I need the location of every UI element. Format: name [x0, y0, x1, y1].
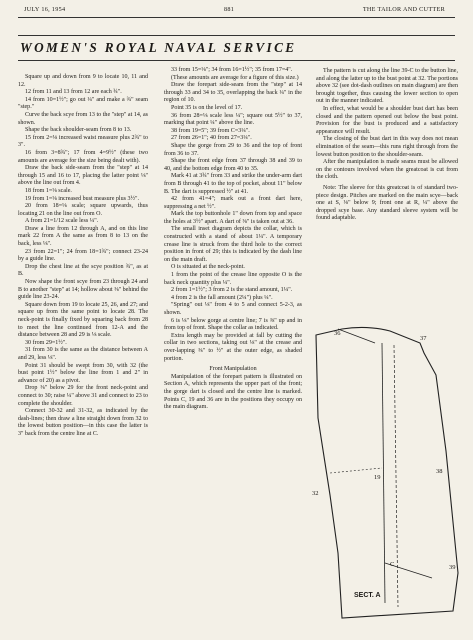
diagram-label-32: 32 [312, 490, 319, 497]
paragraph: Drop the chest line at the scye position ¾", as at B. [18, 263, 148, 278]
diagram-label-39: 39 [449, 564, 456, 571]
paragraph: Shape the front edge from 37 through 38 and 39 to 40, and the bottom edge from 40 to 35. [164, 158, 302, 172]
diagram-label-38: 38 [436, 468, 443, 475]
section-heading: Front Manipulation [209, 366, 257, 373]
paragraph: The small inset diagram depicts the collar, which is constructed with a stand of about 1¼". A temporary crease line is struck from the third hole to the correct position in front of 29; this is indicated by the dash line on the main draft. [164, 226, 302, 263]
paragraph: Square up and down from 9 to locate 10, 11 and 12. [18, 74, 148, 88]
title-rule-top [18, 35, 455, 36]
diagram-label-37: 37 [420, 335, 427, 342]
paragraph: 20 from 18=⅛ scale; square upwards, thus locating 21 on the line out from O. [18, 203, 148, 217]
paragraph: In effect, what would be a shoulder bust dart has been closed and the pattern opened out below the bust point. Provision for the bust is produced and a satisfactory appearance will result. [316, 105, 458, 135]
paragraph: 36 from 28=⅛ scale less ¼"; square out 5½" to 37, marking that point ¼" above the line. [164, 112, 302, 127]
diagram-label-19: 19 [374, 474, 381, 481]
paragraph: Drop ⅜" below 29 for the front neck-point and connect to 30; raise ¼" above 31 and connect to 23 to complete the shoulder. [18, 385, 148, 407]
paragraph: A from 21=1/12 scale less ¼". [25, 218, 99, 225]
section-a-diagram [312, 323, 467, 626]
column-3 [316, 68, 458, 223]
header-rule [18, 17, 455, 18]
paragraph: 15 from 2=⅛ increased waist measure plus 2¾" to 3". [18, 134, 148, 149]
paragraph: O is situated at the neck-point. [171, 264, 245, 271]
paragraph: Point 35 is on the level of 17. [171, 104, 243, 111]
paragraph: Mark the top buttonhole 1" down from top and space the holes at 3½" apart. A dart of ⅜" is taken out at 36. [164, 211, 302, 225]
paragraph: Draw a line from 12 through A, and on this line mark 22 from A the same as from 8 to 13 on the back, less ⅛". [18, 225, 148, 248]
article-title: WOMEN'S ROYAL NAVAL SERVICE [20, 40, 297, 55]
paragraph: 1 from the point of the crease line opposite O is the back neck quantity plus ¼". [164, 272, 302, 286]
paragraph: Mark 41 at 3¾" from 33 and strike the under-arm dart from B through 41 to the top of pocket, about 11" below B. The dart is suppressed ½" at 41. [164, 173, 302, 195]
page-header [0, 6, 473, 16]
paragraph: The closing of the bust dart in this way does not mean elimination of the seam—this runs right through from the lowest button position to the shoulder-seam. [316, 136, 458, 158]
paragraph: 23 from 22=1"; 24 from 18=1¾"; connect 23-24 by a guide line. [18, 248, 148, 263]
paragraph: 42 from 41=4"; mark out a front dart here, suppressing a net ½". [164, 196, 302, 210]
header-page-number: 881 [224, 6, 235, 13]
paragraph: (These amounts are average for a figure of this size.) [171, 74, 299, 81]
paragraph: Shape the gorge from 29 to 36 and the top of front from 36 to 37. [164, 142, 302, 157]
diagram-label-36: 36 [334, 330, 341, 337]
paragraph: 14 from 10=1½"; go out ¼" and make a ¾" seam "step." [18, 96, 148, 111]
paragraph: 31 from 30 is the same as the distance between A and 29, less ⅛". [18, 347, 148, 361]
paragraph: 38 from 19=5"; 39 from C=3¼". [171, 127, 250, 134]
paragraph: 4 from 2 is the fall amount (2¼") plus ¼". [171, 294, 273, 301]
paragraph: Curve the back scye from 13 to the "step" at 14, as shown. [18, 111, 148, 126]
diagram-label-c: C [390, 561, 395, 568]
header-publication: THE TAILOR AND CUTTER [362, 6, 445, 13]
paragraph: The pattern is cut along the line 39-C to the button line, and along the latter up to the bust point at 32. The portions above 32 (see dot-dash outlines on main diagram) are then brought together, thus causing the lower section to open out in the manner indicated. [316, 68, 458, 105]
paragraph: 6 is ⅛" below gorge at centre line; 7 is ⅜" up and in from top of front. Shape the collar as indicated. [164, 317, 302, 332]
paragraph: 2 from 1=1½"; 3 from 2 is the stand amount, 1¼". [171, 287, 293, 294]
paragraph: 16 from 3=8¾"; 17 from 4=9½" (these two amounts are average for the size being dealt with). [18, 149, 148, 164]
column-1 [18, 74, 148, 439]
paragraph: 18 from 1=⅛ scale. [25, 187, 72, 194]
paragraph: Point 31 should be swept from 30, with 32 (the bust point 1½" below the line from 1 and 2" in advance of 20) as a pivot. [18, 362, 148, 384]
header-date: JULY 16, 1954 [24, 6, 66, 13]
paragraph: Connect 30-32 and 31-32, as indicated by the dash-lines; then draw a line straight down from 32 to the lowest button position—in this case the latter is 3" back from the centre line at C. [18, 408, 148, 437]
paragraph: Manipulation of the forepart pattern is illustrated on Section A, which represents the upper part of the front; the gorge dart is closed and the centre line is marked. Points C, 19 and 36 are in the positions they occupy on the main diagram. [164, 373, 302, 411]
paragraph: 33 from 15=⅛"; 34 from 16=1½"; 35 from 17=4". [171, 67, 293, 73]
paragraph: After the manipulation is made seams must be allowed on the contours involved when the greatcoat is cut from the cloth. [316, 159, 458, 181]
paragraph: Square down from 19 to locate 25, 26, and 27; and square up from the same point to locate 28. The neck-point is finally fixed by squaring back from 28 to meet the line continued from 12-A and the distance between 28 and 29 is ⅛ scale. [18, 301, 148, 339]
column-2 [164, 67, 302, 412]
paragraph: Draw the forepart side-seam from the "step" at 14 through 33 and 34 to 35, overlapping the back ¼" in the region of 10. [164, 82, 302, 104]
paragraph: 30 from 29=1½". [25, 339, 67, 346]
paragraph: Now shape the front scye from 23 through 24 and B to another "step" at 14; hollow about ⅜" behind the guide line 23-24. [18, 279, 148, 301]
paragraph: "Spring" out ⅛" from 4 to 5 and connect 5-2-3, as shown. [164, 302, 302, 316]
paragraph: Extra length may be provided at fall by cutting the collar in two sections, taking out ⅛" at the crease and over-lapping ⅜" to ½" at the outer edge, as shaded portion. [164, 332, 302, 362]
paragraph: 27 from 26=1"; 40 from 27=3¼". [171, 135, 252, 142]
section-label: SECT. A [354, 592, 381, 599]
paragraph: 19 from 1=⅛ increased bust measure plus 3½". [25, 195, 140, 202]
paragraph: Draw the back side-seam from the "step" at 14 through 15 and 16 to 17, placing the latter point ⅛" above the line out from 4. [18, 165, 148, 187]
paragraph: 12 from 11 and 13 from 12 are each ¾". [25, 89, 122, 96]
title-rule-bottom [18, 60, 455, 61]
paragraph: Shape the back shoulder-seam from 8 to 13. [25, 127, 132, 134]
note-paragraph: Note: The sleeve for this greatcoat is of standard two-piece design. Pitches are marked on the main scye—back one at S, ⅛" below 9; front one at R, ¼" above the dropped scye base. Any standard sleeve system will be found adaptable. [316, 184, 458, 222]
